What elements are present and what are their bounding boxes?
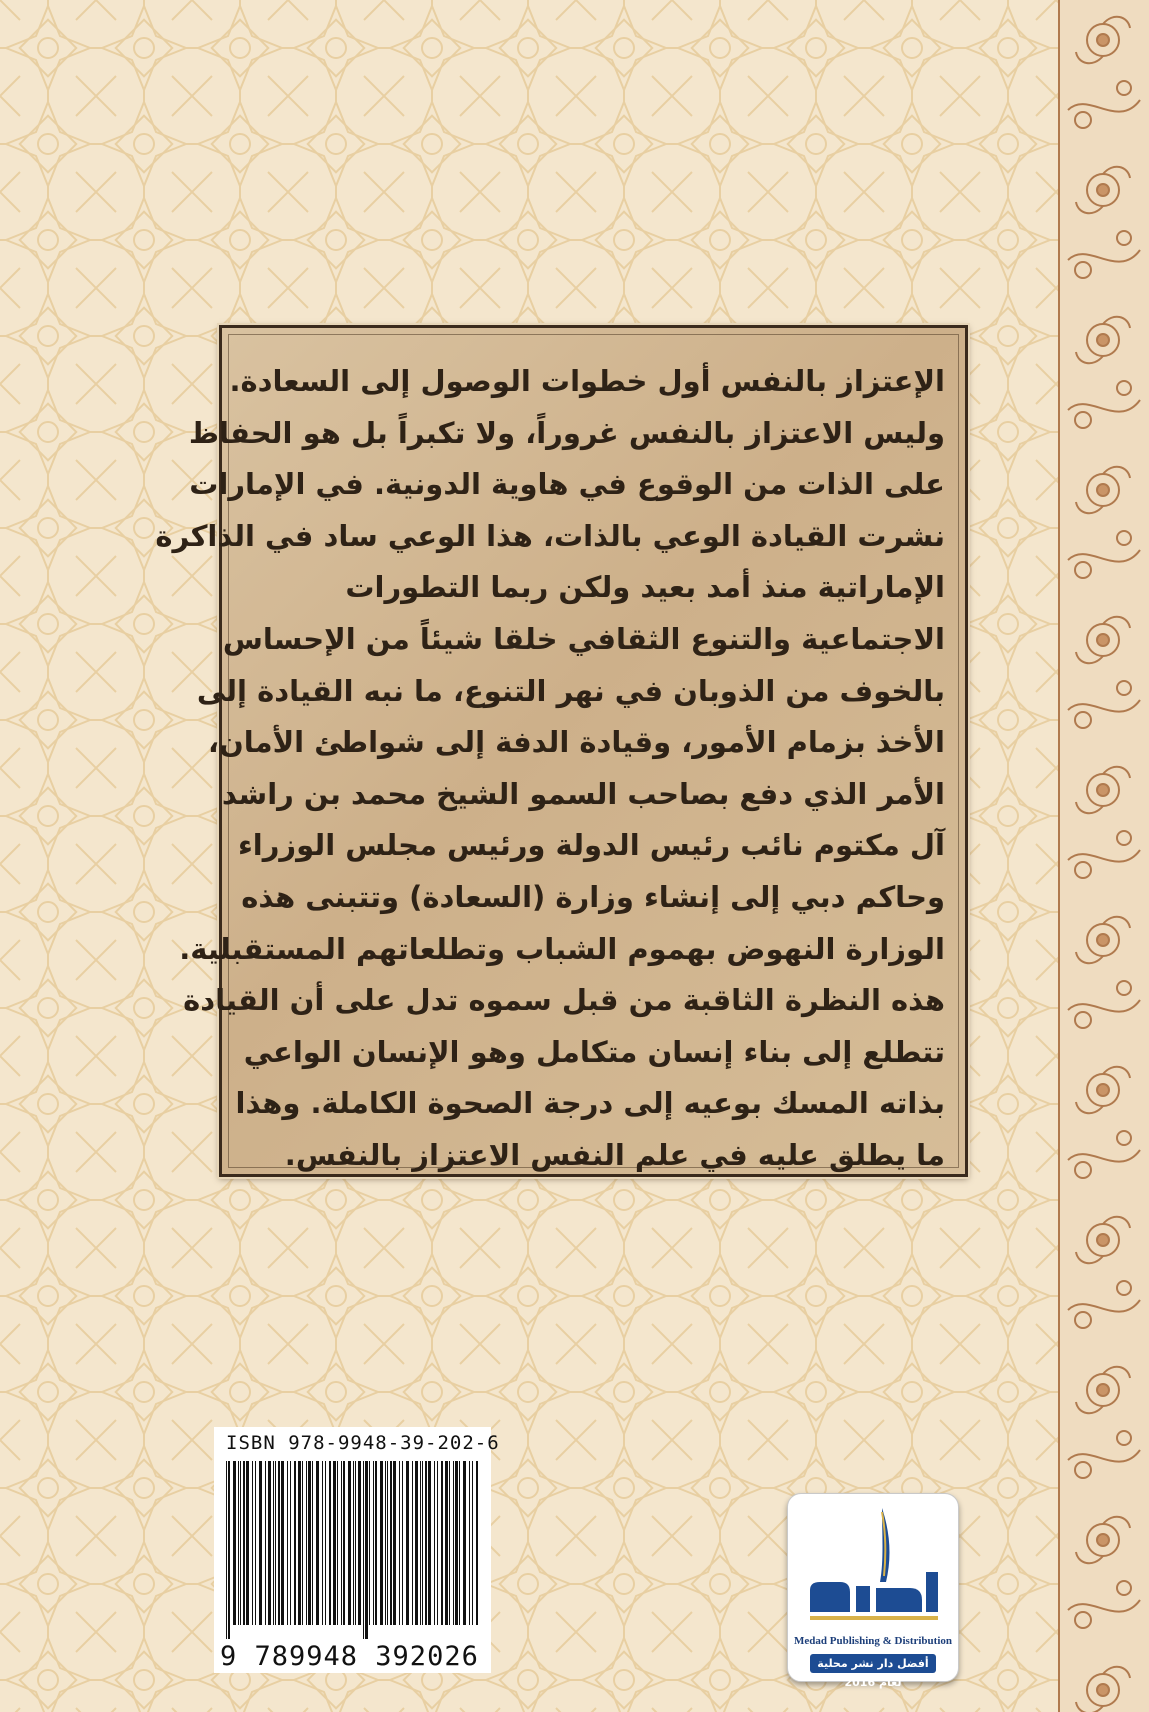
barcode-bar	[459, 1461, 460, 1625]
blurb-line: آل مكتوم نائب رئيس الدولة ورئيس مجلس الوزراء	[237, 828, 945, 863]
barcode-bar	[445, 1461, 448, 1625]
barcode-bar	[363, 1461, 364, 1639]
medad-logo	[800, 1502, 946, 1630]
barcode-bar	[390, 1461, 392, 1625]
blurb-line: بذاته المسك بوعيه إلى درجة الصحوة الكاملة. وهذا	[235, 1086, 945, 1121]
barcode-bar	[425, 1461, 427, 1625]
barcode-bar	[265, 1461, 266, 1625]
blurb-line: الإعتزاز بالنفس أول خطوات الوصول إلى السعادة.	[229, 364, 945, 398]
barcode-bar	[343, 1461, 345, 1625]
blurb-line: وحاكم دبي إلى إنشاء وزارة (السعادة) وتتبنى هذه	[241, 879, 945, 914]
barcode-bar	[233, 1461, 236, 1625]
barcode-bar	[373, 1461, 374, 1625]
barcode-bar	[316, 1461, 319, 1625]
barcode-bar	[341, 1461, 342, 1625]
barcode-bar	[358, 1461, 361, 1625]
blurb-line: هذه النظرة الثاقبة من قبل سموه تدل على أن القيادة	[183, 983, 945, 1018]
barcode-bar	[259, 1461, 262, 1625]
barcode-bar	[246, 1461, 249, 1625]
blurb-line: وليس الاعتزاز بالنفس غروراً، ولا تكبراً بل هو الحفاظ	[188, 415, 945, 450]
barcode-bar	[402, 1461, 403, 1625]
barcode-bar	[294, 1461, 296, 1625]
barcode-bar	[322, 1461, 323, 1625]
barcode-bar	[420, 1461, 421, 1625]
barcode-bar	[441, 1461, 443, 1625]
barcode-bar	[437, 1461, 438, 1625]
barcode-bar	[387, 1461, 388, 1625]
barcode-bar	[422, 1461, 423, 1625]
isbn-label: ISBN 978-9948-39-202-6	[226, 1432, 500, 1454]
barcode-bar	[337, 1461, 338, 1625]
barcode-bar	[329, 1461, 331, 1625]
barcode-bar	[355, 1461, 356, 1625]
blurb-line: الأخذ بزمام الأمور، وقيادة الدفة إلى شواطئ الأمان،	[207, 725, 945, 760]
isbn-barcode	[214, 1427, 500, 1673]
barcode-bar	[252, 1461, 253, 1625]
barcode-bar	[476, 1461, 478, 1625]
barcode-bar	[380, 1461, 383, 1625]
barcode-bar	[472, 1461, 473, 1625]
barcode-bar	[428, 1461, 431, 1625]
barcode-bar	[278, 1461, 280, 1625]
barcode-bar	[406, 1461, 409, 1625]
barcode-bar	[290, 1461, 291, 1625]
barcode-bar	[273, 1461, 274, 1625]
barcode-bar	[243, 1461, 245, 1625]
barcode-bar	[312, 1461, 313, 1625]
barcode-bar	[412, 1461, 413, 1625]
barcode-bar	[393, 1461, 396, 1625]
barcode-bar	[469, 1461, 470, 1625]
blurb-line: بالخوف من الذوبان في نهر التنوع، ما نبه القيادة إلى	[196, 673, 945, 708]
barcode-bar	[449, 1461, 450, 1625]
barcode-bar	[375, 1461, 377, 1625]
publisher-name-en: Medad Publishing & Distribution	[793, 1635, 952, 1647]
barcode-bar	[369, 1461, 370, 1625]
barcode-bar	[365, 1461, 368, 1639]
barcode-bar	[240, 1461, 241, 1625]
barcode-bar	[333, 1461, 336, 1625]
barcode-bar	[238, 1461, 239, 1625]
publisher-badge	[787, 1493, 959, 1689]
barcode-bar	[287, 1461, 288, 1625]
blurb-line: نشرت القيادة الوعي بالذات، هذا الوعي ساد في الذاكرة	[155, 518, 945, 553]
blurb-line: الإماراتية منذ أمد بعيد ولكن ربما التطورات	[345, 570, 945, 605]
floral-border-strip	[1058, 0, 1149, 1712]
barcode-bar	[434, 1461, 435, 1625]
barcode-bar	[453, 1461, 454, 1625]
blurb-line: على الذات من الوقوع في هاوية الدونية. في الإمارات	[189, 467, 945, 502]
barcode-bar	[455, 1461, 458, 1625]
barcode-bars	[224, 1461, 481, 1639]
blurb-line: ما يطلق عليه في علم النفس الاعتزاز بالنفس.	[284, 1137, 945, 1172]
barcode-bar	[415, 1461, 418, 1625]
blurb-line: الوزارة النهوض بهموم الشباب وتطلعاتهم المستقبلية.	[179, 931, 945, 966]
barcode-bar	[298, 1461, 301, 1625]
barcode-bar	[228, 1461, 230, 1639]
barcode-bar	[353, 1461, 354, 1625]
blurb-line: تتطلع إلى بناء إنسان متكامل وهو الإنسان الواعي	[243, 1034, 945, 1069]
barcode-bar	[281, 1461, 284, 1625]
barcode-bar	[275, 1461, 276, 1625]
barcode-bar	[255, 1461, 256, 1625]
barcode-bar	[385, 1461, 386, 1625]
barcode-bar	[399, 1461, 400, 1625]
barcode-bar	[268, 1461, 271, 1625]
barcode-digits: 9 789948 392026	[220, 1641, 479, 1672]
blurb-text	[155, 356, 945, 1182]
barcode-bar	[306, 1461, 307, 1625]
barcode-bar	[226, 1461, 227, 1639]
blurb-line: الاجتماعية والتنوع الثقافي خلقا شيئاً من الإحساس	[222, 621, 945, 656]
barcode-bar	[302, 1461, 303, 1625]
barcode-bar	[308, 1461, 311, 1625]
blurb-panel	[155, 325, 968, 1177]
publisher-award-banner: أفضل دار نشر محلية لعام 2016	[810, 1654, 936, 1673]
barcode-bar	[348, 1461, 351, 1625]
blurb-line: الأمر الذي دفع بصاحب السمو الشيخ محمد بن راشد	[221, 776, 945, 811]
barcode-bar	[463, 1461, 466, 1625]
barcode-bar	[325, 1461, 326, 1625]
